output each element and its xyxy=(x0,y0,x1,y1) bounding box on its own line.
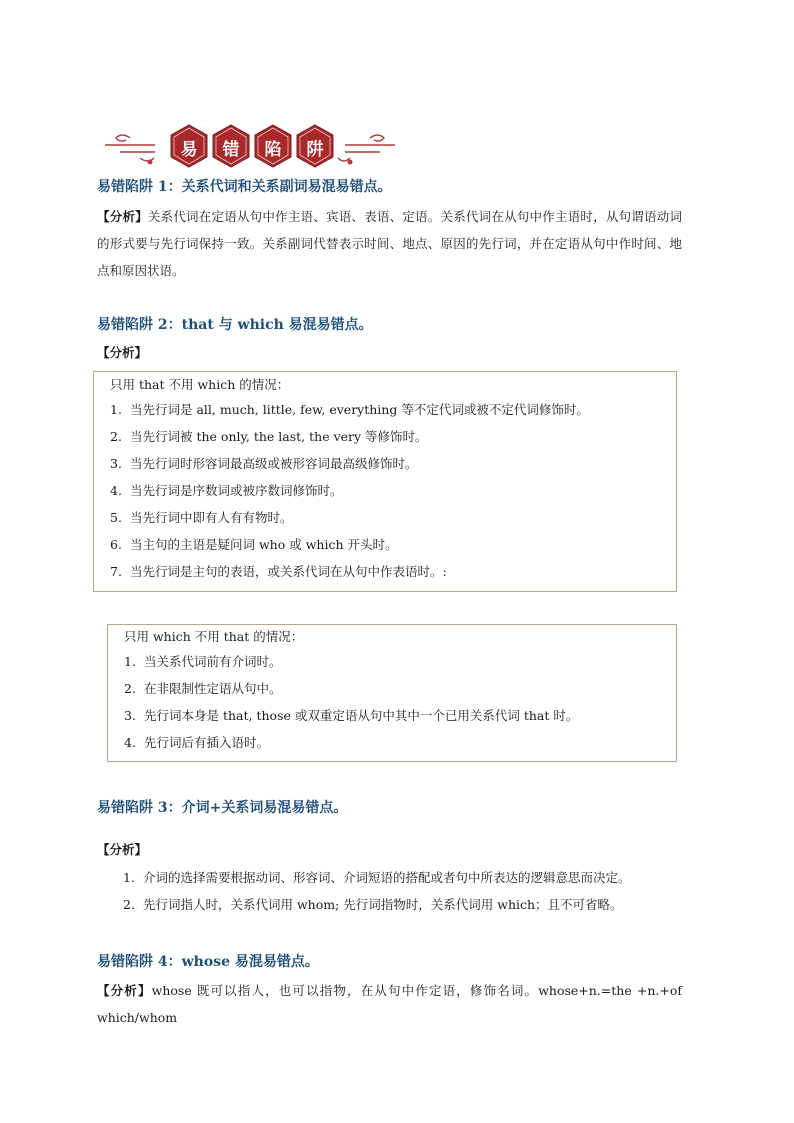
which-only-intro: 只用 which 不用 that 的情况： xyxy=(124,629,304,644)
list-item: 4. 先行词后有插入语时。 xyxy=(124,735,270,750)
list-item: 1. 介词的选择需要根据动词、形容词、介词短语的搭配或者句中所表达的逻辑意思而决定。 xyxy=(123,870,631,885)
section3-heading: 易错陷阱 3：介词+关系词易混易错点。 xyxy=(97,800,348,816)
list-item: 5. 当先行词中即有人有有物时。 xyxy=(110,510,293,525)
that-only-box xyxy=(93,371,677,592)
list-item: 6. 当主句的主语是疑问词 who 或 which 开头时。 xyxy=(110,537,398,552)
list-item: 2. 先行词指人时，关系代词用 whom; 先行词指物时，关系代词用 which；且不可省略。 xyxy=(123,897,623,912)
section3-analysis-label: 【分析】 xyxy=(97,842,148,857)
which-only-box xyxy=(107,624,677,762)
list-item: 7. 当先行词是主句的表语，或关系代词在从句中作表语时。: xyxy=(110,564,447,579)
section1-heading: 易错陷阱 1：关系代词和关系副词易混易错点。 xyxy=(97,179,392,195)
analysis-text: whose 既可以指人，也可以指物，在从句中作定语，修饰名词。whose+n.=the +n.+of which/whom xyxy=(97,983,682,1025)
list-item: 1. 当关系代词前有介词时。 xyxy=(124,654,282,669)
section1-analysis xyxy=(97,203,682,284)
list-item: 3. 先行词本身是 that, those 或双重定语从句中其中一个已用关系代词 that 时。 xyxy=(124,708,579,723)
analysis-tag: 【分析】 xyxy=(97,209,148,224)
section3-list xyxy=(123,864,631,918)
section4-analysis xyxy=(97,977,682,1031)
that-only-list xyxy=(110,396,589,585)
analysis-tag: 【分析】 xyxy=(97,983,152,998)
analysis-text: 关系代词在定语从句中作主语、宾语、表语、定语。关系代词在从句中作主语时，从句谓语动词的形式要与先行词保持一致。关系副词代替表示时间、地点、原因的先行词，并在定语从句中作时间、地点和原因状语。 xyxy=(97,209,682,278)
list-item: 1. 当先行词是 all, much, little, few, everything 等不定代词或被不定代词修饰时。 xyxy=(110,402,589,417)
list-item: 2. 在非限制性定语从句中。 xyxy=(124,681,282,696)
banner-char-3: 陷 xyxy=(264,139,282,160)
which-only-list xyxy=(124,648,578,756)
that-only-intro: 只用 that 不用 which 的情况： xyxy=(110,377,290,392)
section2-analysis-label: 【分析】 xyxy=(97,345,148,360)
banner-char-2: 错 xyxy=(222,139,240,160)
banner-char-4: 阱 xyxy=(306,139,324,160)
list-item: 2. 当先行词被 the only, the last, the very 等修饰时。 xyxy=(110,429,428,444)
section2-heading: 易错陷阱 2：that 与 which 易混易错点。 xyxy=(97,317,373,333)
list-item: 4. 当先行词是序数词或被序数词修饰时。 xyxy=(110,483,343,498)
section4-heading: 易错陷阱 4：whose 易混易错点。 xyxy=(97,954,319,970)
banner-char-1: 易 xyxy=(180,139,198,160)
list-item: 3. 当先行词时形容词最高级或被形容词最高级修饰时。 xyxy=(110,456,418,471)
section-banner xyxy=(100,118,400,174)
